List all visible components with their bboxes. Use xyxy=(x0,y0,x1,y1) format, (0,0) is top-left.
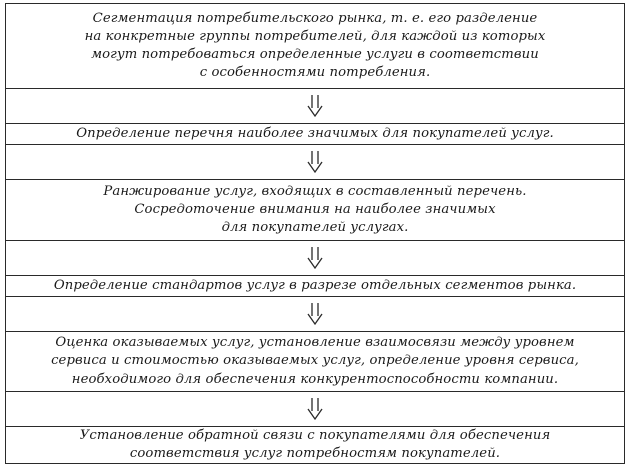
step-3-line-1: Ранжирование услуг, входящих в составленный перечень. xyxy=(103,183,527,199)
step-2-box xyxy=(5,123,625,145)
step-5-box xyxy=(5,331,625,392)
step-3-line-2: Сосредоточение внимания на наиболее значимых xyxy=(134,201,496,217)
step-5-text xyxy=(51,334,579,389)
step-4-box xyxy=(5,275,625,297)
connector-3 xyxy=(5,241,625,275)
connector-5 xyxy=(5,392,625,426)
step-1-line-3: могут потребоваться определенные услуги в соответствии xyxy=(91,47,539,62)
double-arrow-down-icon xyxy=(306,94,324,118)
step-3-line-3: для покупателей услугах. xyxy=(221,220,409,236)
step-4-line-1: Определение стандартов услуг в разрезе отдельных сегментов рынка. xyxy=(53,277,577,293)
flowchart xyxy=(5,3,627,463)
step-2-line-1: Определение перечня наиболее значимых для покупателей услуг. xyxy=(76,125,554,141)
double-arrow-down-icon xyxy=(306,246,324,270)
step-4-text xyxy=(54,277,576,295)
step-6-text xyxy=(80,427,551,463)
step-1-line-4: с особенностями потребления. xyxy=(199,65,431,81)
connector-4 xyxy=(5,297,625,331)
step-5-line-1: Оценка оказываемых услуг, установление взаимосвязи между уровнем xyxy=(55,335,575,351)
step-6-box xyxy=(5,426,625,464)
step-3-text xyxy=(103,183,526,238)
step-1-line-1: Сегментация потребительского рынка, т. е. его разделение xyxy=(92,10,538,26)
step-1-text xyxy=(85,10,546,83)
connector-1 xyxy=(5,89,625,123)
connector-2 xyxy=(5,145,625,179)
double-arrow-down-icon xyxy=(306,397,324,421)
step-6-line-2: соответствия услуг потребностям покупателей. xyxy=(129,446,501,461)
step-1-box xyxy=(5,3,625,89)
double-arrow-down-icon xyxy=(306,150,324,174)
step-1-line-2: на конкретные группы потребителей, для каждой из которых xyxy=(84,28,546,44)
step-3-box xyxy=(5,179,625,241)
step-2-text xyxy=(76,125,554,143)
step-5-line-2: сервиса и стоимостью оказываемых услуг, определение уровня сервиса, xyxy=(51,353,579,369)
step-6-line-1: Установление обратной связи с покупателями для обеспечения xyxy=(79,427,551,443)
step-5-line-3: необходимого для обеспечения конкурентоспособности компании. xyxy=(71,371,559,387)
double-arrow-down-icon xyxy=(306,302,324,326)
